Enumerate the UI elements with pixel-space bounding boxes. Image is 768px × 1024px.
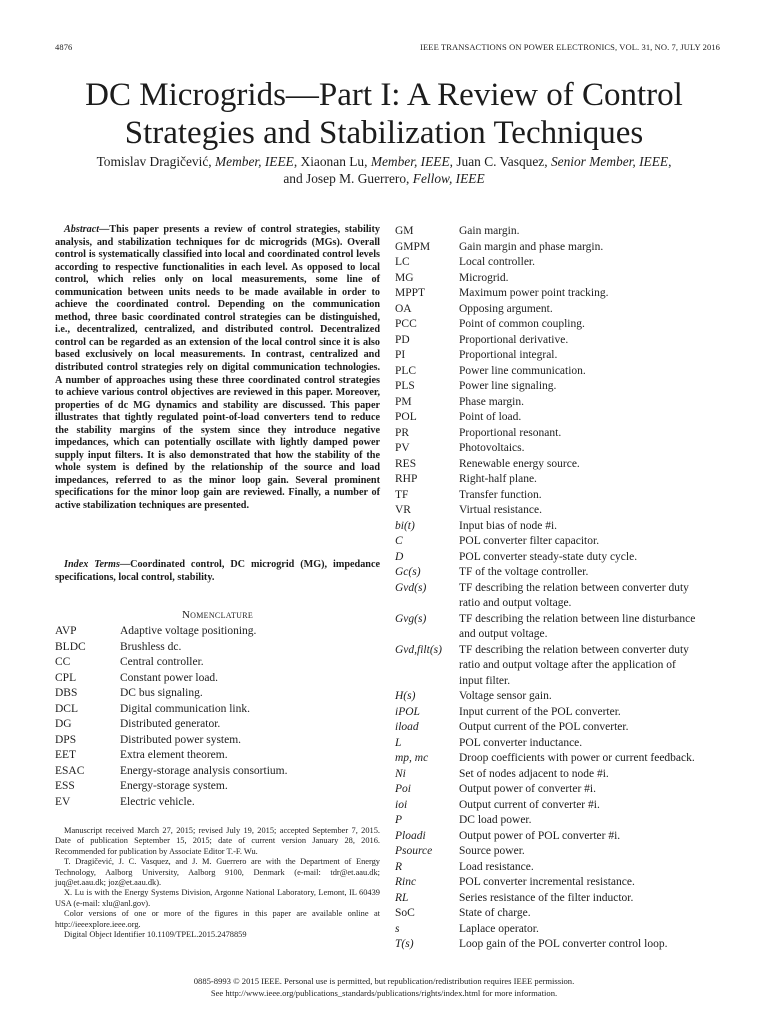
nomenclature-definition: Adaptive voltage positioning. — [120, 625, 257, 637]
author-name: , Juan C. Vasquez, — [449, 154, 551, 169]
symbol: PLC — [395, 364, 417, 377]
author-line-2 — [40, 170, 728, 187]
symbol-definition: TF describing the relation between converter duty — [459, 581, 689, 594]
author-separator: , — [668, 154, 672, 169]
symbol-definition: Gain margin. — [459, 225, 520, 237]
nomenclature-definition: Central controller. — [120, 656, 204, 668]
copyright-notice — [40, 976, 728, 999]
symbol-definition: TF describing the relation between converter duty — [459, 643, 689, 656]
nomenclature-abbreviation: CC — [55, 656, 71, 668]
symbol: POL — [395, 411, 417, 423]
running-header: IEEE TRANSACTIONS ON POWER ELECTRONICS, VOL. 31, NO. 7, JULY 2016 — [420, 42, 720, 52]
paper-title — [40, 76, 728, 152]
symbol-definition: POL converter filter capacitor. — [459, 535, 600, 547]
author-name: and Josep M. Guerrero, — [283, 171, 413, 186]
symbol-definition: Power line communication. — [459, 364, 586, 377]
symbol-definition: Series resistance of the filter inductor. — [459, 891, 634, 904]
author-name: , Xiaonan Lu, — [293, 154, 371, 169]
nomenclature-heading: Nomenclature — [181, 609, 254, 621]
symbol-definition: Output power of POL converter #i. — [459, 829, 621, 842]
symbol-definition: Renewable energy source. — [459, 457, 580, 470]
nomenclature-definition: Distributed generator. — [120, 718, 221, 730]
symbol-definition: Laplace operator. — [459, 922, 539, 935]
nomenclature-abbreviation: EV — [55, 795, 71, 808]
nomenclature-definition: Digital communication link. — [120, 702, 250, 715]
nomenclature-definition: Brushless dc. — [120, 640, 182, 653]
symbol-definition: Gain margin and phase margin. — [459, 240, 604, 253]
symbol: PI — [395, 349, 406, 361]
symbol-definition: Output current of the POL converter. — [459, 721, 629, 733]
symbol-definition: Set of nodes adjacent to node #i. — [459, 767, 609, 780]
symbol: Gvd(s) — [395, 581, 427, 594]
symbol: Rinc — [395, 876, 417, 888]
symbol: Gc(s) — [395, 566, 421, 578]
nomenclature-list-left — [55, 625, 380, 810]
symbol: bi(t) — [395, 519, 415, 532]
nomenclature-abbreviation: BLDC — [55, 640, 86, 653]
index-terms-body: —Coordinated control, DC microgrid (MG), impedance specifications, local control, stability. — [55, 559, 380, 583]
footnote-affiliation-2: X. Lu is with the Energy Systems Division, Argonne National Laboratory, Lemont, IL 60439 USA (e-mail: xlu@anl.gov). — [55, 888, 380, 908]
symbol-definition: Point of common coupling. — [459, 318, 585, 330]
author-list — [40, 153, 728, 187]
nomenclature-definition: Electric vehicle. — [120, 795, 195, 808]
symbol: GM — [395, 225, 414, 237]
symbol-definition: Input bias of node #i. — [459, 519, 558, 532]
symbol: RL — [395, 891, 409, 904]
title-line-2: Strategies and Stabilization Techniques — [124, 115, 644, 151]
symbol-definition: State of charge. — [459, 907, 531, 919]
symbol-definition: Voltage sensor gain. — [459, 690, 552, 702]
nomenclature-definition: Energy-storage system. — [120, 780, 228, 792]
symbol-definition: Point of load. — [459, 411, 522, 423]
symbol: Gvg(s) — [395, 612, 427, 625]
index-terms — [55, 559, 380, 584]
symbol: PR — [395, 426, 410, 439]
nomenclature-list-right — [395, 225, 725, 960]
author-line-1 — [40, 153, 728, 170]
symbol-definition: Loop gain of the POL converter control loop. — [459, 938, 668, 950]
abstract — [55, 224, 380, 513]
symbol: D — [395, 550, 404, 563]
symbol-definition: Opposing argument. — [459, 302, 553, 315]
symbol: mp, mc — [395, 752, 429, 764]
symbol-definition: Photovoltaics. — [459, 442, 525, 454]
nomenclature-definition: Energy-storage analysis consortium. — [120, 764, 288, 777]
symbol-definition: Proportional resonant. — [459, 426, 562, 439]
symbol: T(s) — [395, 938, 414, 950]
symbol-definition: POL converter inductance. — [459, 736, 583, 749]
author-grade: Member, IEEE — [215, 154, 294, 169]
symbol: TF — [395, 488, 409, 501]
symbol: Poi — [395, 783, 411, 795]
footnote-doi: Digital Object Identifier 10.1109/TPEL.2015.2478859 — [64, 930, 247, 940]
nomenclature-definition: Constant power load. — [120, 671, 219, 684]
nomenclature-abbreviation: DCL — [55, 702, 78, 715]
symbol: OA — [395, 302, 412, 315]
symbol-definition: Output current of converter #i. — [459, 798, 600, 811]
nomenclature-abbreviation: EET — [55, 749, 77, 761]
symbol-definition: Maximum power point tracking. — [459, 287, 609, 299]
symbol-definition: Virtual resistance. — [459, 504, 542, 516]
symbol-definition: ratio and output voltage after the application of — [459, 659, 676, 671]
symbol: iload — [395, 721, 419, 733]
symbol: iPOL — [395, 705, 420, 718]
symbol: Ploadi — [395, 829, 426, 842]
nomenclature-abbreviation: ESS — [55, 780, 75, 792]
author-name: Tomislav Dragičević, — [96, 154, 215, 169]
author-grade: Senior Member, IEEE — [550, 154, 669, 169]
symbol: P — [395, 814, 403, 826]
symbol: s — [395, 922, 400, 935]
symbol-definition: POL converter incremental resistance. — [459, 876, 635, 888]
symbol: R — [395, 860, 403, 873]
symbol: PCC — [395, 318, 417, 330]
footnote-affiliation-1: T. Dragičević, J. C. Vasquez, and J. M. Guerrero are with the Department of Energy Technology, Aalborg University, Aalborg 9100, Denmark (e-mail: tdr@et.aau.dk; juq@et.aau.dk; joz@et.aau.dk). — [55, 857, 380, 888]
symbol: Ni — [395, 767, 406, 780]
symbol: RES — [395, 457, 417, 470]
abstract-body: —This paper presents a review of control strategies, stability analysis, and stabilization techniques for dc microgrids (MGs). Overall control is systematically classified into local and coordinated control levels according to respective functionalities in each level. As opposed to local control, which relies only on local measurements, some line of communication between units needs to be made available in order to achieve the coordinated control. Depending on the communication method, three basic coordinated control strategies can be distinguished, i.e., decentralized, centralized, and distributed control. Decentralized control can be regarded as an extension of the local control since it is also based exclusively on local measurements. In contrast, centralized and distributed control strategies rely on digital communication technologies. A number of approaches using these three coordinated control strategies to achieve various control objectives are reviewed in this paper. Moreover, properties of dc MG dynamics and stability are discussed. This paper illustrates that tightly regulated point-of-load converters tend to reduce the stability margins of the system since they introduce negative impedances, which can potentially oscillate with lightly damped power supply input filters. It is also demonstrated that how the stability of the whole system is defined by the relationship of the source and load impedances, referred to as the minor loop gain. Several prominent specifications for the minor loop gain are reviewed. Finally, a number of active stabilization techniques are presented. — [55, 224, 380, 512]
symbol-definition: POL converter steady-state duty cycle. — [459, 550, 638, 563]
symbol-definition: Droop coefficients with power or current feedback. — [459, 752, 695, 764]
symbol: PD — [395, 333, 410, 346]
symbol-definition: Input current of the POL converter. — [459, 705, 621, 718]
symbol-definition: TF describing the relation between line disturbance — [459, 612, 696, 625]
symbol-definition: TF of the voltage controller. — [459, 566, 589, 578]
nomenclature-abbreviation: ESAC — [55, 764, 85, 777]
symbol: PLS — [395, 380, 415, 392]
nomenclature-definition: Distributed power system. — [120, 733, 242, 746]
symbol-definition: Microgrid. — [459, 271, 509, 284]
symbol-definition: Source power. — [459, 845, 525, 857]
title-line-1: DC Microgrids—Part I: A Review of Control — [85, 77, 683, 113]
symbol: RHP — [395, 473, 418, 485]
nomenclature-abbreviation: AVP — [55, 625, 77, 637]
symbol-definition: Power line signaling. — [459, 380, 557, 392]
symbol: Gvd,filt(s) — [395, 643, 442, 656]
symbol-definition: ratio and output voltage. — [459, 597, 572, 609]
author-grade: Fellow, IEEE — [412, 171, 485, 186]
symbol: ioi — [395, 798, 408, 811]
symbol-definition: Proportional derivative. — [459, 333, 569, 346]
symbol-definition: Transfer function. — [459, 488, 542, 501]
symbol-definition: and output voltage. — [459, 628, 548, 640]
symbol: Psource — [395, 845, 433, 857]
nomenclature-abbreviation: DG — [55, 718, 72, 730]
symbol: H(s) — [395, 690, 416, 702]
symbol-definition: input filter. — [459, 674, 511, 687]
symbol-definition: Phase margin. — [459, 395, 524, 408]
nomenclature-abbreviation: DPS — [55, 733, 77, 746]
copyright-line-1: 0885-8993 © 2015 IEEE. Personal use is permitted, but republication/redistribution requires IEEE permission. — [193, 976, 575, 986]
nomenclature-abbreviation: DBS — [55, 687, 78, 699]
nomenclature-abbreviation: CPL — [55, 671, 77, 684]
author-grade: Member, IEEE — [370, 154, 450, 169]
footnote-received: Manuscript received March 27, 2015; revised July 19, 2015; accepted September 7, 2015. Date of publication September 15, 2015; date of current version January 28, 2016. Recommended for publication by Associate Editor T.-F. Wu. — [55, 826, 380, 856]
abstract-label: Abstract — [64, 224, 100, 235]
symbol: VR — [395, 504, 411, 516]
symbol-definition: Right-half plane. — [459, 473, 537, 485]
nomenclature-definition: DC bus signaling. — [120, 687, 203, 699]
symbol: PV — [395, 442, 410, 454]
page-number: 4876 — [55, 42, 73, 52]
index-terms-label: Index Terms — [64, 559, 120, 570]
symbol: MPPT — [395, 287, 426, 299]
symbol-definition: Local controller. — [459, 256, 535, 268]
copyright-line-2: See http://www.ieee.org/publications_standards/publications/rights/index.html for more information. — [210, 987, 558, 998]
symbol: PM — [395, 395, 412, 408]
symbol-definition: Load resistance. — [459, 860, 534, 873]
symbol: SoC — [395, 907, 415, 919]
symbol-definition: DC load power. — [459, 814, 532, 826]
symbol-definition: Output power of converter #i. — [459, 783, 597, 795]
symbol: L — [395, 736, 402, 749]
symbol: LC — [395, 256, 410, 268]
footnote-color-versions: Color versions of one or more of the figures in this paper are available online at http://ieeexplore.ieee.org. — [55, 909, 380, 929]
footnote — [55, 826, 380, 940]
symbol-definition: Proportional integral. — [459, 349, 558, 361]
symbol: MG — [395, 271, 414, 284]
nomenclature-definition: Extra element theorem. — [120, 749, 228, 761]
symbol: GMPM — [395, 240, 431, 253]
symbol: C — [395, 535, 403, 547]
